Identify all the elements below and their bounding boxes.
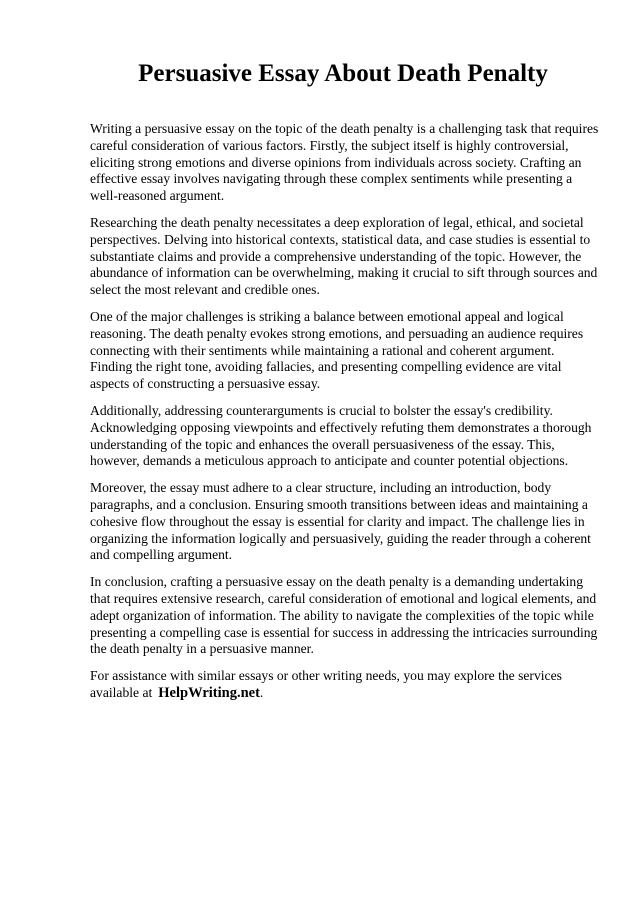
paragraph-6: In conclusion, crafting a persuasive essay on the death penalty is a demanding undertaking that requires extensive research, careful consideration of emotional and logical elements, and adept organization of information. The ability to navigate the complexities of the topic while presenting a compelling case is essential for success in addressing the intricacies surrounding the death penalty in a persuasive manner. xyxy=(90,574,598,657)
paragraph-2: Researching the death penalty necessitates a deep exploration of legal, ethical, and societal perspectives. Delving into historical contexts, statistical data, and case studies is essential to substantiate claims and provide a comprehensive understanding of the topic. However, the abundance of information can be overwhelming, making it crucial to sift through sources and select the most relevant and credible ones. xyxy=(90,214,598,298)
paragraph-1: Writing a persuasive essay on the topic of the death penalty is a challenging task that requires careful consideration of various factors. Firstly, the subject itself is highly controversial, eliciting strong emotions and diverse opinions from individuals across society. Crafting an effective essay involves navigating through these complex sentiments while presenting a well-reasoned argument. xyxy=(90,121,599,204)
helpwriting-link[interactable]: HelpWriting.net xyxy=(158,684,260,701)
document-title: Persuasive Essay About Death Penalty xyxy=(138,60,548,87)
closing-period: . xyxy=(259,684,264,700)
closing-text: For assistance with similar essays or other writing needs, you may explore the services available at xyxy=(90,668,562,700)
document-body xyxy=(90,121,600,712)
paragraph-3: One of the major challenges is striking a balance between emotional appeal and logical reasoning. The death penalty evokes strong emotions, and persuading an audience requires connecting with their sentiments while maintaining a rational and coherent argument. Finding the right tone, avoiding fallacies, and presenting compelling evidence are vital aspects of constructing a persuasive essay. xyxy=(90,308,584,392)
closing-paragraph xyxy=(90,668,600,702)
paragraph-4: Additionally, addressing counterarguments is crucial to bolster the essay's credibility. Acknowledging opposing viewpoints and effectively refuting them demonstrates a thorough understanding of the topic and enhances the overall persuasiveness of the essay. This, however, demands a meticulous approach to anticipate and counter potential objections. xyxy=(90,402,592,469)
paragraph-5: Moreover, the essay must adhere to a clear structure, including an introduction, body paragraphs, and a conclusion. Ensuring smooth transitions between ideas and maintaining a cohesive flow throughout the essay is essential for clarity and impact. The challenge lies in organizing the information logically and persuasively, guiding the reader through a coherent and compelling argument. xyxy=(90,480,591,563)
